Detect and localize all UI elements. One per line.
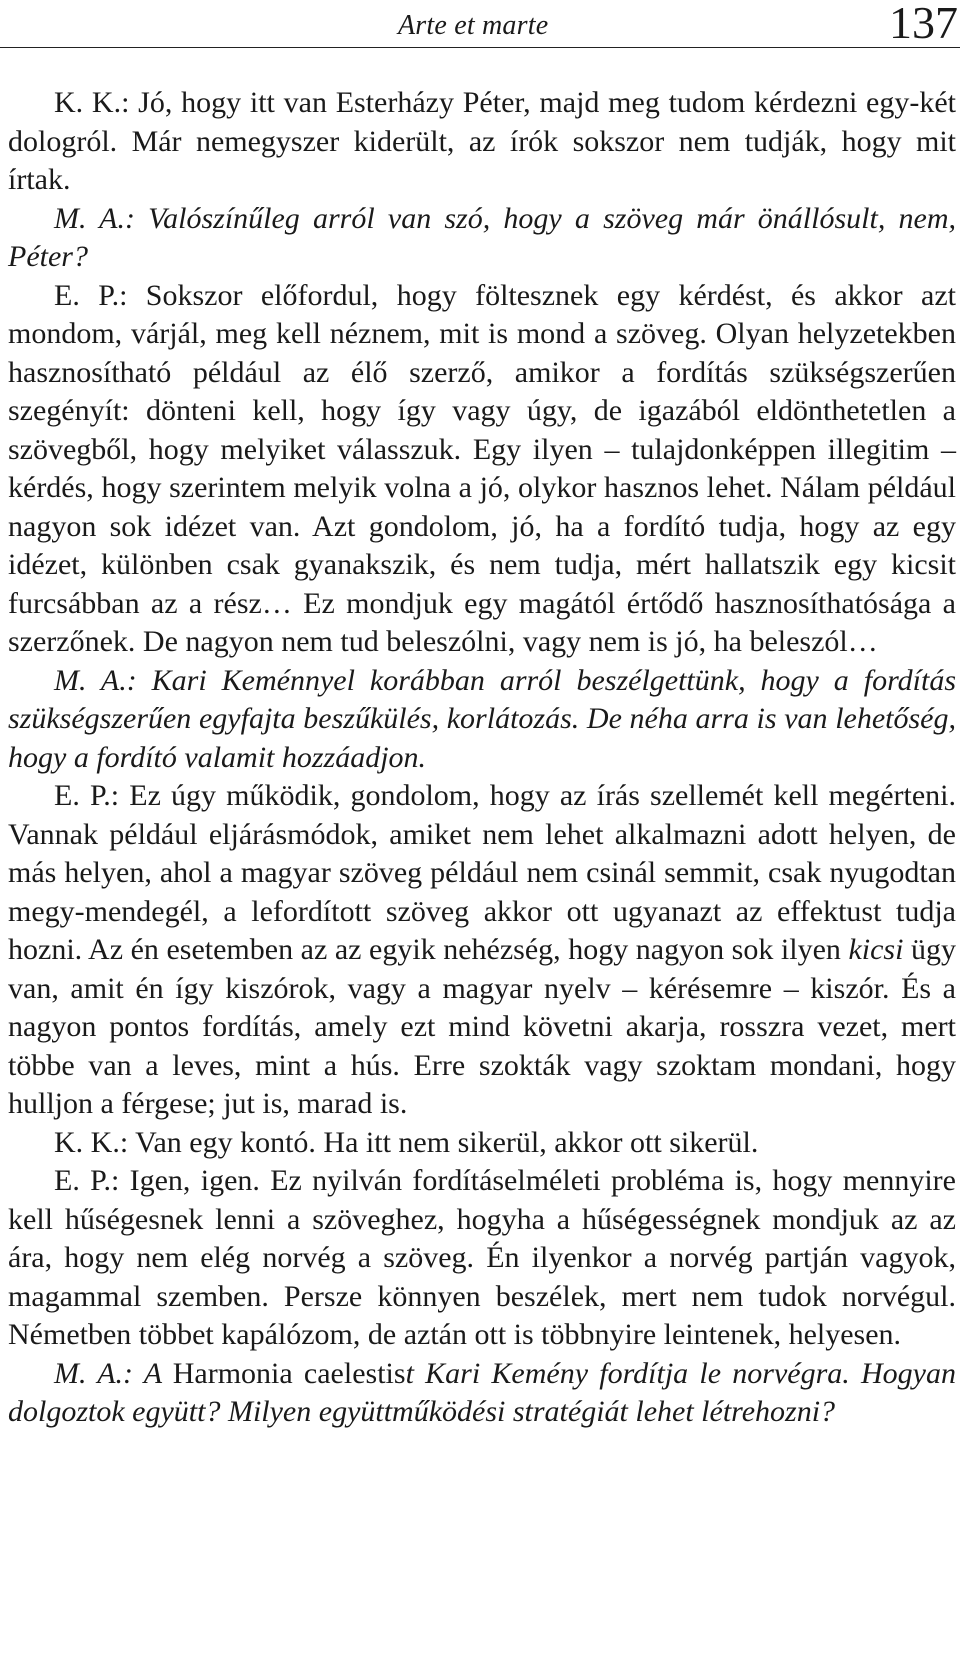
text-run: ügy van, amit én így kiszórok, vagy a magyar nyelv – kérésemre – kiszór. És a nagyon pontos fordítás, amely ezt mind követni akarja, rosszra vezet, mert többe van a leves, mint a hús. Erre szokták vagy szoktam mondani, hogy hulljon a férgese; jut is, marad is. xyxy=(8,933,956,1120)
header-rule xyxy=(0,47,960,48)
paragraph xyxy=(8,277,956,662)
paragraph xyxy=(8,777,956,1124)
text-run: K. K.: Van egy kontó. Ha itt nem sikerül, akkor ott sikerül. xyxy=(54,1125,759,1159)
running-title: Arte et marte xyxy=(398,10,549,41)
text-run: E. P.: Ez úgy működik, gondolom, hogy az írás szellemét kell megérteni. Vannak például eljárásmódok, amiket nem lehet alkalmazni adott helyen, de más helyen, ahol a magyar szöveg például nem csinál semmit, csak nyugodtan megy-mendegél, a lefordított szöveg akkor ott ugyanazt az effektust tudja hozni. Az én esetemben az az egyik nehézség, hogy nagyon sok ilyen xyxy=(8,779,956,966)
page-header xyxy=(0,0,960,46)
text-run: M. A.: Valószínűleg arról van szó, hogy a szöveg már önállósult, nem, Péter? xyxy=(8,201,956,273)
paragraph xyxy=(8,1162,956,1355)
paragraph xyxy=(8,662,956,778)
paragraph xyxy=(8,1355,956,1432)
text-run: M. A.: Kari Keménnyel korábban arról beszélgettünk, hogy a fordítás szükségszerűen egyfajta beszűkülés, korlátozás. De néha arra is van lehetőség, hogy a fordító valamit hozzáadjon. xyxy=(8,663,956,774)
paragraph xyxy=(8,1124,956,1163)
book-title: Harmonia caelestis xyxy=(172,1356,406,1390)
text-run: t Kari Kemény fordítja le norvégra. Hogyan dolgoztok együtt? Milyen együttműködési stratégiát lehet létrehozni? xyxy=(8,1356,956,1428)
text-run: K. K.: Jó, hogy itt van Esterházy Péter, majd meg tudom kérdezni egy-két dologról. Már nemegyszer kiderült, az írók sokszor nem tudják, hogy mit írtak. xyxy=(8,86,956,196)
text-run: E. P.: Sokszor előfordul, hogy föltesznek egy kérdést, és akkor azt mondom, várjál, meg kell néznem, mit is mond a szöveg. Olyan helyzetekben hasznosítható például az élő szerző, amikor a fordítás szükségszerűen szegényít: dönteni kell, hogy így vagy úgy, de igazából eldönthetetlen a szövegből, hogy melyiket válasszuk. Egy ilyen – tulajdonképpen illegitim – kérdés, hogy szerintem melyik volna a jó, olykor hasznos lehet. Nálam például nagyon sok idézet van. Azt gondolom, jó, ha a fordító tudja, hogy az egy idézet, különben csak gyanakszik, és nem tudja, mért hallatszik egy kicsit furcsábban az a rész… Ez mondjuk egy magától értődő hasznosíthatósága a szerzőnek. De nagyon nem tud beleszólni, vagy nem is jó, ha beleszól… xyxy=(8,278,956,658)
paragraph xyxy=(8,84,956,200)
text-run: M. A.: A xyxy=(54,1356,173,1390)
italic-emphasis: kicsi xyxy=(848,933,904,966)
text-run: E. P.: Igen, igen. Ez nyilván fordításelméleti probléma is, hogy mennyire kell hűségesnek lenni a szöveghez, hogyha a hűségességnek mondjuk az az ára, hogy nem elég norvég a szöveg. Én ilyenkor a norvég partján vagyok, magammal szemben. Persze könnyen beszélek, mert nem tudok norvégul. Németben többet kapálózom, de aztán ott is többnyire leintenek, helyesen. xyxy=(8,1164,956,1351)
interview-text xyxy=(8,84,956,1432)
paragraph xyxy=(8,200,956,277)
page-number: 137 xyxy=(889,0,958,48)
